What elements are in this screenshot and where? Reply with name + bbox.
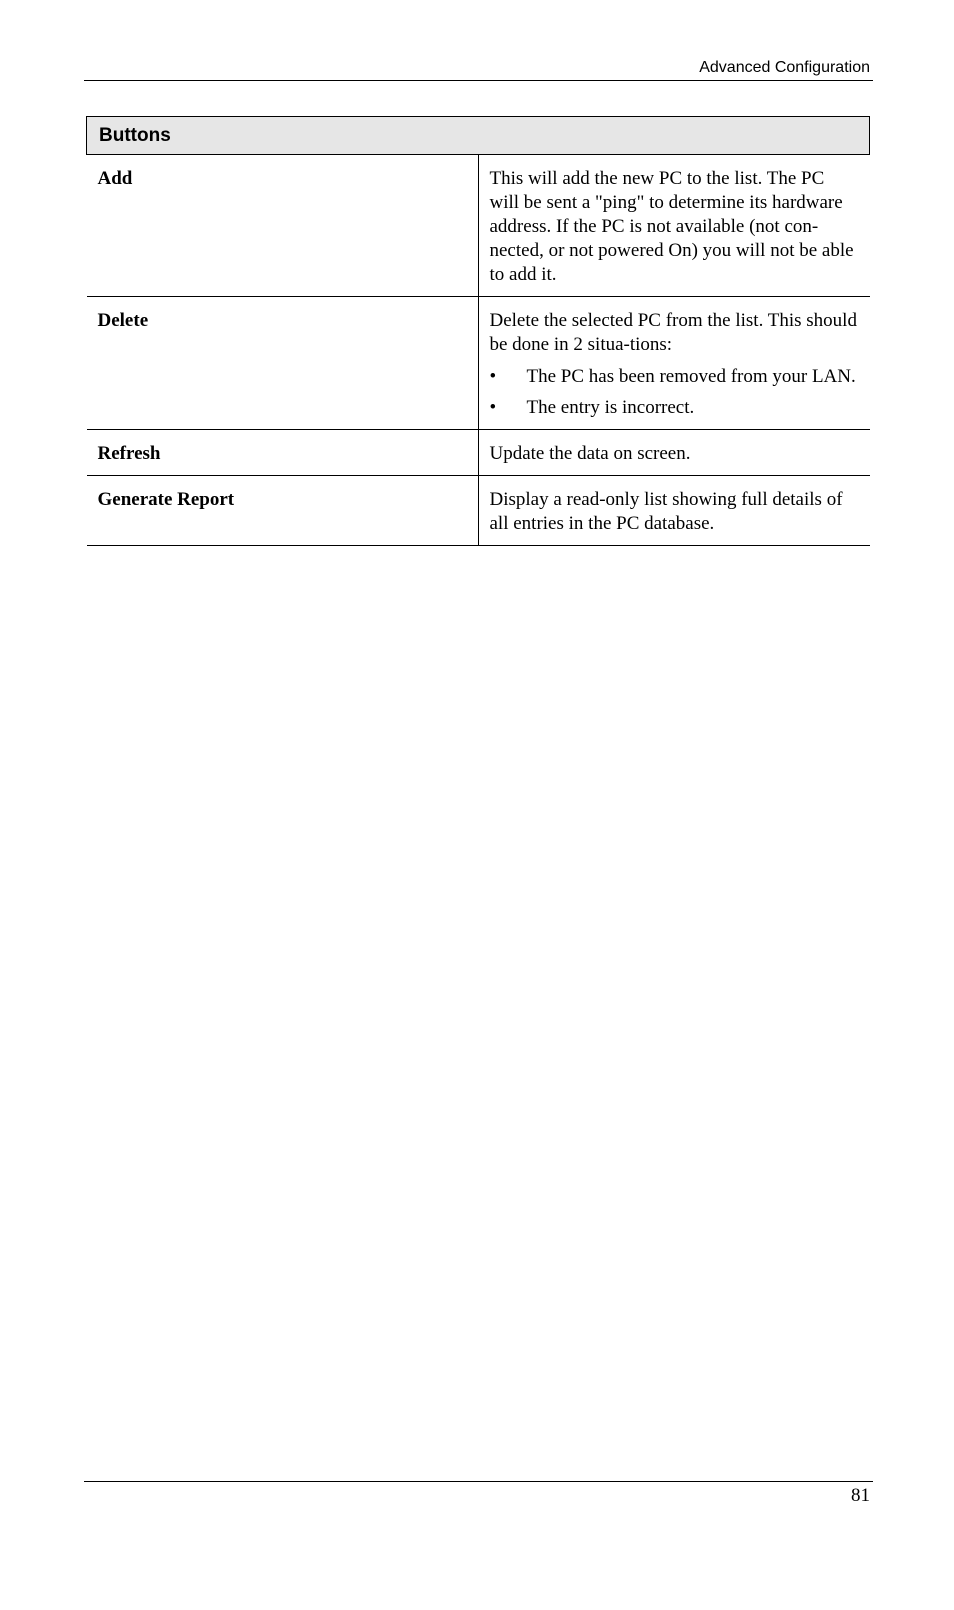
description-text: Delete the selected PC from the list. This should be done in 2 situa-tions: bbox=[489, 310, 857, 355]
bullet-list bbox=[490, 365, 859, 420]
list-item bbox=[490, 396, 859, 420]
list-item-text: The entry is incorrect. bbox=[526, 397, 695, 418]
header-rule bbox=[84, 80, 873, 81]
description-cell bbox=[478, 297, 870, 430]
table-heading: Buttons bbox=[87, 117, 870, 155]
description-cell bbox=[478, 476, 870, 546]
description-text: Display a read-only list showing full details of all entries in the PC database. bbox=[489, 489, 843, 534]
running-header: Advanced Configuration bbox=[699, 59, 870, 76]
page-number: 81 bbox=[851, 1485, 870, 1506]
buttons-table bbox=[86, 116, 870, 546]
table-row bbox=[87, 476, 870, 546]
table-header-row bbox=[87, 117, 870, 155]
list-item bbox=[490, 365, 859, 389]
description-text: This will add the new PC to the list. The PC will be sent a "ping" to determine its hardware address. If the PC is not available (not con-nected, or not powered On) you will not be able to add it. bbox=[489, 168, 854, 285]
bullet-icon: • bbox=[489, 397, 497, 418]
table-row bbox=[87, 430, 870, 476]
list-item-text: The PC has been removed from your LAN. bbox=[526, 366, 856, 387]
table-row bbox=[87, 297, 870, 430]
table-row bbox=[87, 155, 870, 297]
term-delete: Delete bbox=[87, 297, 479, 430]
term-generate-report: Generate Report bbox=[87, 476, 479, 546]
description-cell bbox=[478, 155, 870, 297]
description-cell bbox=[478, 430, 870, 476]
term-add: Add bbox=[87, 155, 479, 297]
buttons-table-container bbox=[86, 116, 870, 546]
bullet-icon: • bbox=[489, 366, 497, 387]
description-text: Update the data on screen. bbox=[489, 443, 691, 464]
term-refresh: Refresh bbox=[87, 430, 479, 476]
footer-rule bbox=[84, 1481, 873, 1482]
